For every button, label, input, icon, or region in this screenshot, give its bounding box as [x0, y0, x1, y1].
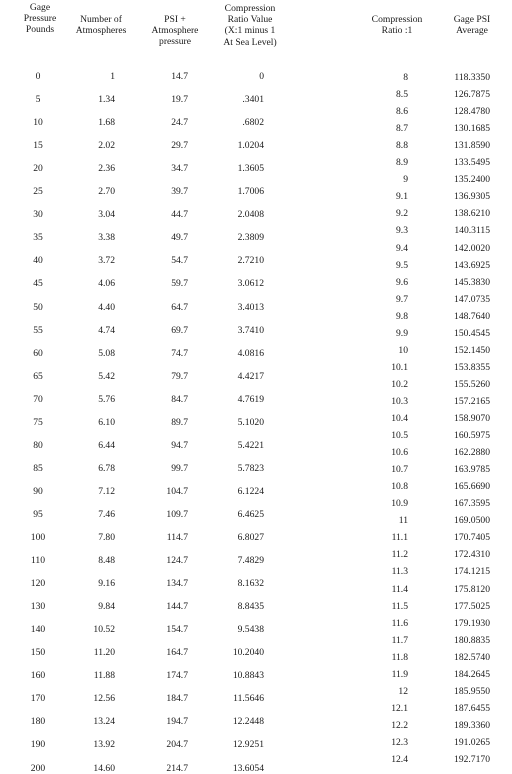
left-row-cell-psi-plus-atm: 134.7 — [166, 578, 188, 590]
right-row-cell-gage-psi-average: 179.1930 — [454, 617, 490, 629]
left-row-cell-compression-value: 3.0612 — [237, 278, 264, 290]
right-row-cell-compression-ratio: 8.5 — [396, 89, 408, 101]
right-row-cell-gage-psi-average: 165.6690 — [454, 481, 490, 493]
left-row-cell-compression-value: 5.1020 — [237, 416, 264, 428]
left-row-cell-psi-plus-atm: 39.7 — [171, 186, 188, 198]
left-row-cell-compression-value: 3.7410 — [237, 324, 264, 336]
right-row-cell-compression-ratio: 9.1 — [396, 191, 408, 203]
right-row-cell-gage-psi-average: 170.7405 — [454, 532, 490, 544]
right-row-cell-gage-psi-average: 126.7875 — [454, 89, 490, 101]
right-row-cell-compression-ratio: 12.1 — [391, 702, 408, 714]
left-row-cell-compression-value: .6802 — [242, 117, 264, 129]
right-row-cell-gage-psi-average: 152.1450 — [454, 344, 490, 356]
right-row-cell-compression-ratio: 10.7 — [391, 464, 408, 476]
left-row-cell-atmospheres: 10.52 — [93, 624, 115, 636]
left-row-cell-compression-value: 6.4625 — [237, 508, 264, 520]
right-row-cell-compression-ratio: 12.2 — [391, 719, 408, 731]
left-row-cell-atmospheres: 7.46 — [98, 508, 115, 520]
right-row-cell-compression-ratio: 10.1 — [391, 361, 408, 373]
left-row-cell-atmospheres: 4.74 — [98, 324, 115, 336]
left-row-cell-atmospheres: 3.38 — [98, 232, 115, 244]
left-row-cell-atmospheres: 11.88 — [93, 670, 115, 682]
left-row-cell-atmospheres: 7.12 — [98, 485, 115, 497]
left-row-cell-gage-pressure: 100 — [30, 532, 46, 543]
right-row-cell-gage-psi-average: 184.2645 — [454, 668, 490, 680]
right-row-cell-gage-psi-average: 163.9785 — [454, 464, 490, 476]
right-row-cell-gage-psi-average: 187.6455 — [454, 702, 490, 714]
left-row-cell-psi-plus-atm: 49.7 — [171, 232, 188, 244]
right-row-cell-compression-ratio: 12.3 — [391, 736, 408, 748]
left-row-cell-gage-pressure: 65 — [33, 370, 43, 382]
right-row-cell-gage-psi-average: 138.6210 — [454, 208, 490, 220]
left-row-cell-gage-pressure: 20 — [33, 163, 43, 175]
left-row-cell-psi-plus-atm: 29.7 — [171, 140, 188, 152]
left-row-cell-psi-plus-atm: 214.7 — [166, 762, 188, 774]
right-row-cell-compression-ratio: 11.8 — [391, 651, 408, 663]
left-row-cell-compression-value: 5.4221 — [237, 439, 264, 451]
left-row-cell-atmospheres: 5.76 — [98, 393, 115, 405]
left-row-cell-gage-pressure: 130 — [30, 601, 46, 613]
left-row-cell-compression-value: 4.0816 — [237, 347, 264, 359]
left-row-cell-psi-plus-atm: 84.7 — [171, 393, 188, 405]
right-row-cell-gage-psi-average: 147.0735 — [454, 293, 490, 305]
left-row-cell-atmospheres: 12.56 — [93, 693, 115, 705]
right-row-cell-gage-psi-average: 153.8355 — [454, 361, 490, 373]
left-row-cell-gage-pressure: 170 — [30, 693, 46, 705]
left-row-cell-atmospheres: 13.92 — [93, 739, 115, 751]
left-row-cell-psi-plus-atm: 114.7 — [166, 532, 188, 543]
left-row-cell-psi-plus-atm: 59.7 — [171, 278, 188, 290]
left-row-cell-compression-value: 1.3605 — [237, 163, 264, 175]
left-row-cell-gage-pressure: 75 — [33, 416, 43, 428]
right-row-cell-gage-psi-average: 160.5975 — [454, 430, 490, 442]
left-row-cell-compression-value: 5.7823 — [237, 462, 264, 474]
left-row-cell-gage-pressure: 120 — [30, 578, 46, 590]
left-row-cell-psi-plus-atm: 184.7 — [166, 693, 188, 705]
left-row-cell-atmospheres: 5.42 — [98, 370, 115, 382]
left-row-cell-compression-value: 1.7006 — [237, 186, 264, 198]
right-row-cell-gage-psi-average: 140.3115 — [454, 225, 490, 237]
left-row-cell-compression-value: 7.4829 — [237, 555, 264, 567]
left-row-cell-compression-value: 10.8843 — [232, 670, 264, 682]
left-row-cell-compression-value: 6.1224 — [237, 485, 264, 497]
right-row-cell-compression-ratio: 9.9 — [396, 327, 408, 339]
left-row-cell-compression-value: 12.2448 — [232, 716, 264, 728]
left-row-cell-compression-value: 4.7619 — [237, 393, 264, 405]
right-row-cell-compression-ratio: 11.5 — [391, 600, 408, 612]
left-row-cell-psi-plus-atm: 19.7 — [171, 94, 188, 106]
right-row-cell-compression-ratio: 10.3 — [391, 395, 408, 407]
right-row-cell-gage-psi-average: 128.4780 — [454, 106, 490, 118]
left-row-cell-psi-plus-atm: 124.7 — [166, 555, 188, 567]
left-row-cell-gage-pressure: 85 — [33, 462, 43, 474]
left-row-cell-psi-plus-atm: 99.7 — [171, 462, 188, 474]
left-row-cell-atmospheres: 8.48 — [98, 555, 115, 567]
right-row-cell-compression-ratio: 11.9 — [391, 668, 408, 680]
left-row-cell-compression-value: 12.9251 — [232, 739, 264, 751]
right-row-cell-compression-ratio: 10.2 — [391, 378, 408, 390]
right-row-cell-compression-ratio: 8.6 — [396, 106, 408, 118]
header-compression-ratio: Compression Ratio :1 — [371, 14, 423, 37]
left-row-cell-psi-plus-atm: 154.7 — [166, 624, 188, 636]
left-row-cell-psi-plus-atm: 69.7 — [171, 324, 188, 336]
right-row-cell-compression-ratio: 9.6 — [396, 276, 408, 288]
left-row-cell-gage-pressure: 70 — [33, 393, 43, 405]
left-row-cell-compression-value: 1.0204 — [237, 140, 264, 152]
left-row-cell-psi-plus-atm: 204.7 — [166, 739, 188, 751]
left-row-cell-compression-value: 8.8435 — [237, 601, 264, 613]
left-row-cell-gage-pressure: 50 — [33, 301, 43, 313]
left-row-cell-gage-pressure: 150 — [30, 647, 46, 659]
left-row-cell-gage-pressure: 40 — [33, 255, 43, 267]
left-row-cell-psi-plus-atm: 194.7 — [166, 716, 188, 728]
left-row-cell-gage-pressure: 15 — [33, 140, 43, 152]
right-row-cell-gage-psi-average: 169.0500 — [454, 515, 490, 527]
left-row-cell-atmospheres: 7.80 — [98, 532, 115, 543]
left-row-cell-atmospheres: 6.10 — [98, 416, 115, 428]
right-row-cell-gage-psi-average: 175.8120 — [454, 583, 490, 595]
right-row-cell-compression-ratio: 12 — [398, 685, 408, 697]
left-row-cell-atmospheres: 11.20 — [93, 647, 115, 659]
right-row-cell-compression-ratio: 11.7 — [391, 634, 408, 646]
right-row-cell-gage-psi-average: 143.6925 — [454, 259, 490, 271]
right-row-cell-gage-psi-average: 191.0265 — [454, 736, 490, 748]
left-row-cell-gage-pressure: 110 — [30, 555, 46, 567]
left-row-cell-psi-plus-atm: 54.7 — [171, 255, 188, 267]
left-row-cell-gage-pressure: 10 — [33, 117, 43, 129]
left-row-cell-psi-plus-atm: 94.7 — [171, 439, 188, 451]
right-row-cell-compression-ratio: 11.4 — [391, 583, 408, 595]
left-row-cell-compression-value: 11.5646 — [233, 693, 264, 705]
right-row-cell-gage-psi-average: 185.9550 — [454, 685, 490, 697]
right-row-cell-gage-psi-average: 130.1685 — [454, 123, 490, 135]
right-row-cell-compression-ratio: 9.7 — [396, 293, 408, 305]
left-row-cell-gage-pressure: 0 — [35, 71, 41, 82]
right-row-cell-compression-ratio: 9.2 — [396, 208, 408, 220]
right-row-cell-compression-ratio: 8.7 — [396, 123, 408, 135]
right-row-cell-gage-psi-average: 158.9070 — [454, 413, 490, 424]
left-row-cell-compression-value: 4.4217 — [237, 370, 264, 382]
header-gage-psi-average: Gage PSI Average — [453, 14, 491, 37]
left-row-cell-psi-plus-atm: 74.7 — [171, 347, 188, 359]
left-row-cell-psi-plus-atm: 174.7 — [166, 670, 188, 682]
right-row-cell-compression-ratio: 11.2 — [391, 549, 408, 561]
right-row-cell-gage-psi-average: 155.5260 — [454, 378, 490, 390]
left-row-cell-gage-pressure: 200 — [30, 762, 46, 774]
right-row-cell-compression-ratio: 10.9 — [391, 498, 408, 510]
left-row-cell-atmospheres: 2.02 — [98, 140, 115, 152]
right-row-cell-gage-psi-average: 192.7170 — [454, 754, 490, 765]
left-row-cell-gage-pressure: 60 — [33, 347, 43, 359]
left-row-cell-compression-value: 0 — [259, 71, 264, 82]
right-row-cell-gage-psi-average: 167.3595 — [454, 498, 490, 510]
right-row-cell-gage-psi-average: 162.2880 — [454, 447, 490, 459]
right-row-cell-gage-psi-average: 133.5495 — [454, 157, 490, 169]
right-row-cell-compression-ratio: 8 — [403, 72, 408, 83]
left-row-cell-psi-plus-atm: 34.7 — [171, 163, 188, 175]
right-row-cell-gage-psi-average: 157.2165 — [454, 395, 490, 407]
right-row-cell-gage-psi-average: 118.3350 — [454, 72, 490, 83]
left-row-cell-compression-value: 3.4013 — [237, 301, 264, 313]
left-row-cell-gage-pressure: 35 — [33, 232, 43, 244]
left-row-cell-psi-plus-atm: 79.7 — [171, 370, 188, 382]
right-row-cell-gage-psi-average: 172.4310 — [454, 549, 490, 561]
right-row-cell-compression-ratio: 9.4 — [396, 242, 408, 254]
right-row-cell-compression-ratio: 9.3 — [396, 225, 408, 237]
header-compression-ratio-value: Compression Ratio Value (X:1 minus 1 At Sea Level) — [223, 3, 277, 48]
left-row-cell-gage-pressure: 140 — [30, 624, 46, 636]
left-row-cell-atmospheres: 2.70 — [98, 186, 115, 198]
left-row-cell-atmospheres: 6.44 — [98, 439, 115, 451]
left-row-cell-atmospheres: 2.36 — [98, 163, 115, 175]
left-row-cell-atmospheres: 3.04 — [98, 209, 115, 221]
right-row-cell-gage-psi-average: 142.0020 — [454, 242, 490, 254]
right-row-cell-compression-ratio: 10.4 — [391, 413, 408, 424]
left-row-cell-atmospheres: 1.68 — [98, 117, 115, 129]
left-row-cell-gage-pressure: 45 — [33, 278, 43, 290]
left-row-cell-compression-value: .3401 — [242, 94, 264, 106]
right-row-cell-compression-ratio: 10.5 — [391, 430, 408, 442]
right-row-cell-gage-psi-average: 150.4545 — [454, 327, 490, 339]
left-row-cell-gage-pressure: 30 — [33, 209, 43, 221]
left-row-cell-atmospheres: 4.06 — [98, 278, 115, 290]
right-row-cell-gage-psi-average: 182.5740 — [454, 651, 490, 663]
left-row-cell-atmospheres: 5.08 — [98, 347, 115, 359]
left-row-cell-psi-plus-atm: 104.7 — [166, 485, 188, 497]
left-row-cell-psi-plus-atm: 89.7 — [171, 416, 188, 428]
right-row-cell-gage-psi-average: 131.8590 — [454, 140, 490, 152]
right-row-cell-compression-ratio: 11.1 — [391, 532, 408, 544]
right-row-cell-compression-ratio: 11 — [398, 515, 408, 527]
left-row-cell-gage-pressure: 80 — [33, 439, 43, 451]
right-row-cell-gage-psi-average: 177.5025 — [454, 600, 490, 612]
left-row-cell-psi-plus-atm: 109.7 — [166, 508, 188, 520]
header-number-of-atmospheres: Number of Atmospheres — [75, 14, 127, 37]
left-row-cell-atmospheres: 1 — [110, 71, 115, 82]
right-row-cell-compression-ratio: 10 — [398, 344, 408, 356]
right-row-cell-compression-ratio: 10.8 — [391, 481, 408, 493]
left-row-cell-atmospheres: 13.24 — [93, 716, 115, 728]
left-row-cell-atmospheres: 6.78 — [98, 462, 115, 474]
right-row-cell-compression-ratio: 9.5 — [396, 259, 408, 271]
right-row-cell-gage-psi-average: 145.3830 — [454, 276, 490, 288]
right-row-cell-compression-ratio: 12.4 — [391, 754, 408, 765]
left-row-cell-gage-pressure: 90 — [33, 485, 43, 497]
left-row-cell-compression-value: 8.1632 — [237, 578, 264, 590]
left-row-cell-psi-plus-atm: 14.7 — [171, 71, 188, 82]
header-psi-plus-atmosphere: PSI + Atmosphere pressure — [151, 14, 199, 48]
left-row-cell-atmospheres: 9.16 — [98, 578, 115, 590]
left-row-cell-psi-plus-atm: 24.7 — [171, 117, 188, 129]
left-row-cell-atmospheres: 14.60 — [93, 762, 115, 774]
right-row-cell-compression-ratio: 8.9 — [396, 157, 408, 169]
left-row-cell-compression-value: 10.2040 — [232, 647, 264, 659]
left-row-cell-psi-plus-atm: 164.7 — [166, 647, 188, 659]
left-row-cell-gage-pressure: 95 — [33, 508, 43, 520]
right-row-cell-compression-ratio: 11.3 — [391, 566, 408, 578]
left-row-cell-compression-value: 9.5438 — [237, 624, 264, 636]
left-row-cell-gage-pressure: 5 — [35, 94, 41, 106]
right-row-cell-gage-psi-average: 148.7640 — [454, 310, 490, 322]
left-row-cell-compression-value: 13.6054 — [232, 762, 264, 774]
left-row-cell-atmospheres: 4.40 — [98, 301, 115, 313]
left-row-cell-atmospheres: 1.34 — [98, 94, 115, 106]
left-row-cell-atmospheres: 9.84 — [98, 601, 115, 613]
right-row-cell-compression-ratio: 9.8 — [396, 310, 408, 322]
left-row-cell-gage-pressure: 190 — [30, 739, 46, 751]
left-row-cell-gage-pressure: 55 — [33, 324, 43, 336]
left-row-cell-compression-value: 6.8027 — [237, 532, 264, 543]
left-row-cell-compression-value: 2.0408 — [237, 209, 264, 221]
right-row-cell-gage-psi-average: 189.3360 — [454, 719, 490, 731]
right-row-cell-gage-psi-average: 135.2400 — [454, 174, 490, 186]
left-row-cell-compression-value: 2.7210 — [237, 255, 264, 267]
header-gage-pressure: Gage Pressure Pounds — [23, 2, 57, 36]
left-row-cell-compression-value: 2.3809 — [237, 232, 264, 244]
right-row-cell-compression-ratio: 8.8 — [396, 140, 408, 152]
right-row-cell-compression-ratio: 10.6 — [391, 447, 408, 459]
right-row-cell-gage-psi-average: 180.8835 — [454, 634, 490, 646]
right-row-cell-gage-psi-average: 136.9305 — [454, 191, 490, 203]
left-row-cell-gage-pressure: 180 — [30, 716, 46, 728]
left-row-cell-psi-plus-atm: 64.7 — [171, 301, 188, 313]
right-row-cell-gage-psi-average: 174.1215 — [454, 566, 490, 578]
left-row-cell-atmospheres: 3.72 — [98, 255, 115, 267]
left-row-cell-gage-pressure: 160 — [30, 670, 46, 682]
left-row-cell-psi-plus-atm: 144.7 — [166, 601, 188, 613]
right-row-cell-compression-ratio: 11.6 — [391, 617, 408, 629]
left-row-cell-psi-plus-atm: 44.7 — [171, 209, 188, 221]
left-row-cell-gage-pressure: 25 — [33, 186, 43, 198]
right-row-cell-compression-ratio: 9 — [403, 174, 408, 186]
